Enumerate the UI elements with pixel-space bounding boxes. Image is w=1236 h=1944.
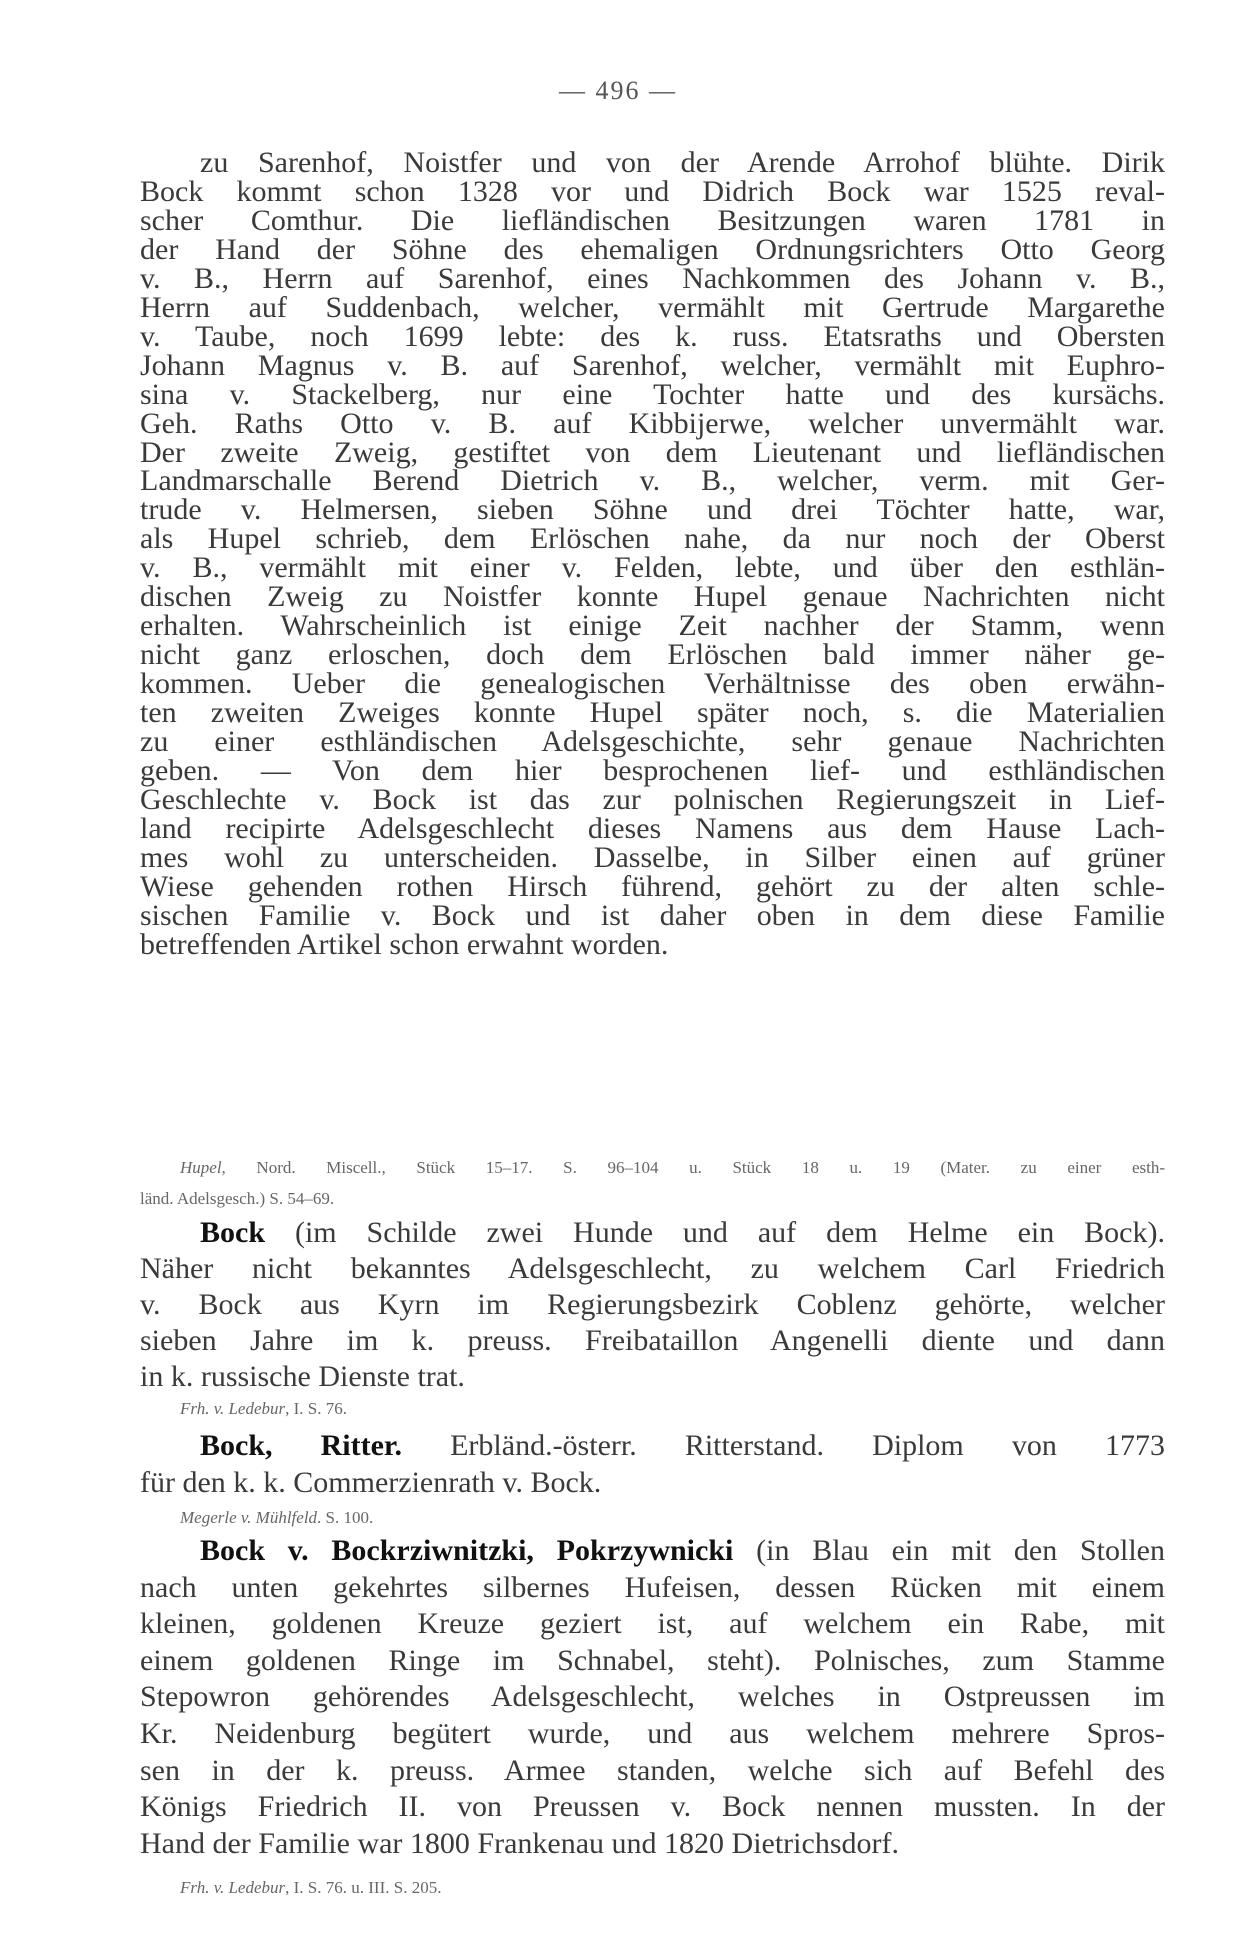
- text-line: sen in der k. preuss. Armee standen, welche sich auf Befehl des: [140, 1753, 1165, 1787]
- citation-author: Hupel: [180, 1158, 222, 1177]
- text-line: [140, 1533, 1165, 1569]
- line-text: (im Schilde zwei Hunde und auf dem Helme ein Bock).: [265, 1216, 1165, 1249]
- text-line: [140, 1215, 1165, 1251]
- entry-heading: Bock: [200, 1216, 266, 1249]
- text-line: sischen Familie v. Bock und ist daher oben in dem diese Familie: [140, 898, 1165, 932]
- text-line: Hand der Familie war 1800 Frankenau und 1820 Dietrichsdorf.: [140, 1826, 899, 1860]
- text-line: erhalten. Wahrscheinlich ist einige Zeit nachher der Stamm, wenn: [140, 609, 1165, 643]
- text-line: ten zweiten Zweiges konnte Hupel später noch, s. die Materialien: [140, 696, 1165, 730]
- text-line: zu einer esthländischen Adelsgeschichte, sehr genaue Nachrichten: [140, 725, 1165, 758]
- line-text: , Nord. Miscell., Stück 15–17. S. 96–104 u. Stück 18 u. 19 (Mater. zu einer esth-: [221, 1158, 1165, 1177]
- line-text: . S. 100.: [317, 1508, 374, 1527]
- text-line: dischen Zweig zu Noistfer konnte Hupel genaue Nachrichten nicht: [140, 580, 1165, 614]
- text-line: land recipirte Adelsgeschlecht dieses Namens aus dem Hause Lach-: [140, 811, 1165, 845]
- text-line: Bock kommt schon 1328 vor und Didrich Bock war 1525 reval-: [140, 174, 1165, 208]
- line-text: , I. S. 76.: [285, 1399, 348, 1418]
- text-line: v. Bock aus Kyrn im Regierungsbezirk Coblenz gehörte, welcher: [140, 1288, 1165, 1321]
- text-line: Kr. Neidenburg begütert wurde, und aus welchem mehrere Spros-: [140, 1717, 1165, 1750]
- line-text: (in Blau ein mit den Stollen: [733, 1534, 1165, 1567]
- text-line: Stepowron gehörendes Adelsgeschlecht, welches in Ostpreussen im: [140, 1680, 1165, 1714]
- citation-line: [140, 1154, 1165, 1182]
- citation-author: Frh. v. Ledebur: [180, 1399, 286, 1418]
- text-line: für den k. k. Commerzienrath v. Bock.: [140, 1466, 602, 1499]
- text-line: der Hand der Söhne des ehemaligen Ordnungsrichters Otto Georg: [140, 232, 1165, 266]
- text-line: mes wohl zu unterscheiden. Dasselbe, in Silber einen auf grüner: [140, 840, 1165, 874]
- text-line: Der zweite Zweig, gestiftet von dem Lieutenant und liefländischen: [140, 435, 1165, 469]
- text-line: sina v. Stackelberg, nur eine Tochter hatte und des kursächs.: [140, 377, 1165, 411]
- text-line: einem goldenen Ringe im Schnabel, steht). Polnisches, zum Stamme: [140, 1643, 1165, 1677]
- text-line: v. Taube, noch 1699 lebte: des k. russ. Etatsraths und Obersten: [140, 319, 1165, 353]
- citation-author: Megerle v. Mühlfeld: [180, 1508, 318, 1527]
- text-line: kommen. Ueber die genealogischen Verhältnisse des oben erwähn-: [140, 667, 1165, 701]
- citation-line: [140, 1874, 1165, 1902]
- text-line: nicht ganz erloschen, doch dem Erlöschen bald immer näher ge-: [140, 638, 1165, 672]
- text-line: in k. russische Dienste trat.: [140, 1360, 465, 1393]
- text-line: v. B., vermählt mit einer v. Felden, lebte, und über den esthlän-: [140, 551, 1165, 585]
- text-line: trude v. Helmersen, sieben Söhne und drei Töchter hatte, war,: [140, 493, 1165, 527]
- text-line: Geh. Raths Otto v. B. auf Kibbijerwe, welcher unvermählt war.: [140, 406, 1165, 440]
- text-line: geben. — Von dem hier besprochenen lief- und esthländischen: [140, 753, 1165, 787]
- text-line: [140, 1428, 1165, 1464]
- citation-line: [140, 1504, 1165, 1532]
- entry-heading: Bock v. Bockrziwnitzki, Pokrzywnicki: [200, 1534, 734, 1567]
- line-text: , I. S. 76. u. III. S. 205.: [285, 1878, 442, 1897]
- text-line: betreffenden Artikel schon erwahnt worden.: [140, 927, 669, 961]
- text-line: Herrn auf Suddenbach, welcher, vermählt mit Gertrude Margarethe: [140, 290, 1165, 324]
- text-line: nach unten gekehrtes silbernes Hufeisen, dessen Rücken mit einem: [140, 1570, 1165, 1604]
- text-line: sieben Jahre im k. preuss. Freibataillon Angenelli diente und dann: [140, 1324, 1165, 1357]
- line-text: Erbländ.-österr. Ritterstand. Diplom von 1773: [401, 1429, 1165, 1462]
- citation-line: [140, 1395, 1165, 1423]
- citation-author: Frh. v. Ledebur: [180, 1878, 286, 1897]
- text-line: kleinen, goldenen Kreuze geziert ist, auf welchem ein Rabe, mit: [140, 1607, 1165, 1641]
- page-number: — 496 —: [559, 76, 677, 105]
- text-line: Näher nicht bekanntes Adelsgeschlecht, zu welchem Carl Friedrich: [140, 1252, 1165, 1285]
- text-line: Landmarschalle Berend Dietrich v. B., welcher, verm. mit Ger-: [140, 464, 1165, 498]
- entry-heading: Bock, Ritter.: [200, 1429, 402, 1462]
- citation-line: [140, 1185, 1165, 1213]
- text-line: Johann Magnus v. B. auf Sarenhof, welcher, vermählt mit Euphro-: [140, 348, 1165, 382]
- line-text: länd. Adelsgesch.) S. 54–69.: [140, 1189, 335, 1208]
- text-line: Wiese gehenden rothen Hirsch führend, gehört zu der alten schle-: [140, 869, 1165, 903]
- text-line: als Hupel schrieb, dem Erlöschen nahe, da nur noch der Oberst: [140, 522, 1165, 556]
- text-line: zu Sarenhof, Noistfer und von der Arende Arrohof blühte. Dirik: [200, 146, 1165, 179]
- text-line: Königs Friedrich II. von Preussen v. Bock nennen mussten. In der: [140, 1790, 1165, 1824]
- text-line: v. B., Herrn auf Sarenhof, eines Nachkommen des Johann v. B.,: [140, 261, 1165, 295]
- text-line: scher Comthur. Die liefländischen Besitzungen waren 1781 in: [140, 203, 1165, 237]
- text-line: Geschlechte v. Bock ist das zur polnischen Regierungszeit in Lief-: [140, 782, 1165, 816]
